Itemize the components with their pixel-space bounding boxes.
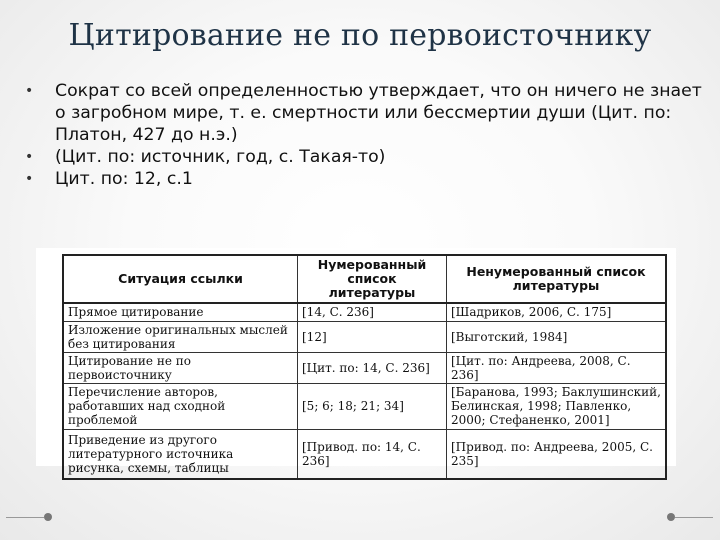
bullet-list — [22, 80, 702, 190]
cell-numbered: [14, С. 236] — [298, 303, 447, 321]
bullet-icon: • — [25, 83, 34, 99]
table-row — [63, 383, 666, 429]
cell-unnumbered: [Цит. по: Андреева, 2008, С. 236] — [447, 352, 667, 383]
table-image — [36, 248, 676, 475]
bullet-item — [22, 146, 702, 168]
slide-title: Цитирование не по первоисточнику — [68, 18, 652, 53]
decorative-line-right — [675, 517, 713, 518]
cell-numbered: [12] — [298, 321, 447, 352]
cell-situation: Прямое цитирование — [63, 303, 298, 321]
bullet-item — [22, 168, 702, 190]
table-row — [63, 352, 666, 383]
header-unnumbered: Ненумерованный список литературы — [447, 255, 667, 303]
bullet-item — [22, 80, 702, 146]
decorative-dot-right — [667, 513, 675, 521]
cell-numbered: [Привод. по: 14, С. 236] — [298, 429, 447, 479]
table-row — [63, 429, 666, 479]
citation-table — [62, 254, 667, 480]
cell-unnumbered: [Выготский, 1984] — [447, 321, 667, 352]
cell-situation: Цитирование не по первоисточнику — [63, 352, 298, 383]
decorative-dot-left — [44, 513, 52, 521]
table-row — [63, 303, 666, 321]
cell-situation: Приведение из другого литературного источника рисунка, схемы, таблицы — [63, 429, 298, 479]
cell-unnumbered: [Шадриков, 2006, С. 175] — [447, 303, 667, 321]
cell-unnumbered: [Привод. по: Андреева, 2005, С. 235] — [447, 429, 667, 479]
cell-situation: Изложение оригинальных мыслей без цитирования — [63, 321, 298, 352]
table-row — [63, 321, 666, 352]
bullet-text: (Цит. по: источник, год, с. Такая-то) — [55, 147, 386, 167]
table-header-row — [63, 255, 666, 303]
bullet-icon: • — [25, 149, 34, 165]
cell-unnumbered: [Баранова, 1993; Баклушинский, Белинская, 1998; Павленко, 2000; Стефаненко, 2001] — [447, 383, 667, 429]
bullet-icon: • — [25, 171, 34, 187]
decorative-line-left — [6, 517, 44, 518]
cell-numbered: [Цит. по: 14, С. 236] — [298, 352, 447, 383]
header-numbered: Нумерованный список литературы — [298, 255, 447, 303]
header-situation: Ситуация ссылки — [63, 255, 298, 303]
cell-situation: Перечисление авторов, работавших над сходной проблемой — [63, 383, 298, 429]
cell-numbered: [5; 6; 18; 21; 34] — [298, 383, 447, 429]
bullet-text: Цит. по: 12, с.1 — [55, 169, 193, 189]
bullet-text: Сократ со всей определенностью утверждает, что он ничего не знает о загробном мире, т. е. смертности или бессмертии души (Цит. по: Платон, 427 до н.э.) — [55, 81, 702, 145]
